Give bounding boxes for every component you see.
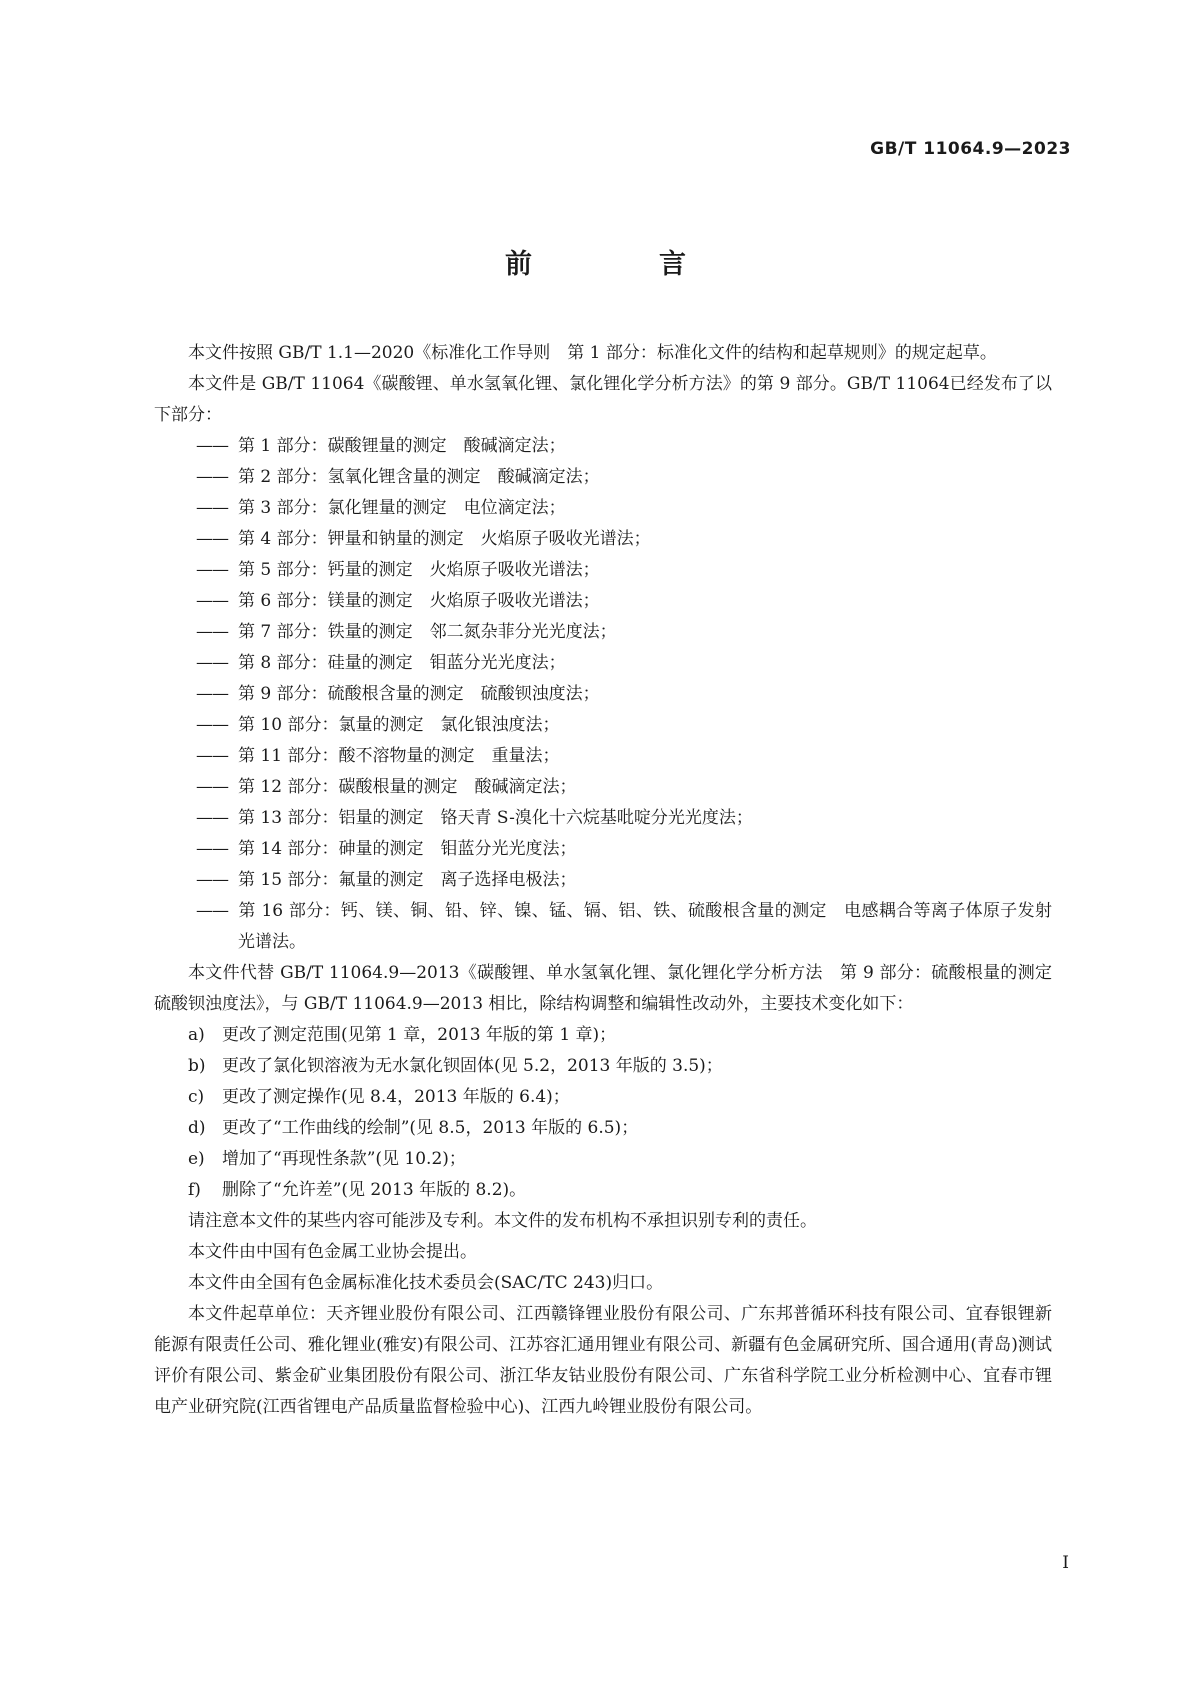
list-item — [154, 431, 1052, 462]
changes-list — [154, 1020, 1052, 1206]
list-item-text: 第 3 部分：氯化锂量的测定 电位滴定法； — [238, 498, 566, 518]
committee-paragraph: 本文件由全国有色金属标准化技术委员会(SAC/TC 243)归口。 — [188, 1273, 664, 1293]
document-body — [154, 338, 1069, 1423]
list-item — [154, 865, 1052, 896]
change-marker: f) — [188, 1180, 201, 1200]
intro-paragraph: 本文件是 GB/T 11064《碳酸锂、单水氢氧化锂、氯化锂化学分析方法》的第 9 部分。GB/T 11064已经发布了以下部分： — [154, 374, 1052, 425]
list-item-text: 第 1 部分：碳酸锂量的测定 酸碱滴定法； — [238, 436, 566, 456]
list-item — [154, 617, 1052, 648]
list-item — [154, 586, 1052, 617]
intro-paragraph: 本文件按照 GB/T 1.1—2020《标准化工作导则 第 1 部分：标准化文件的结构和起草规则》的规定起草。 — [188, 343, 997, 363]
list-item — [154, 493, 1052, 524]
list-item-text: 第 7 部分：铁量的测定 邻二氮杂菲分光光度法； — [238, 622, 617, 642]
parts-list — [154, 431, 1052, 958]
dash-marker: —— — [196, 529, 228, 549]
list-item-text: 第 14 部分：砷量的测定 钼蓝分光光度法； — [238, 839, 577, 859]
dash-marker: —— — [196, 808, 228, 828]
dash-marker: —— — [196, 715, 228, 735]
list-item-text: 第 8 部分：硅量的测定 钼蓝分光光度法； — [238, 653, 566, 673]
list-item-text: 第 13 部分：铝量的测定 铬天青 S-溴化十六烷基吡啶分光光度法； — [238, 808, 753, 828]
change-text: 更改了氯化钡溶液为无水氯化钡固体(见 5.2，2013 年版的 3.5)； — [222, 1056, 723, 1076]
dash-marker: —— — [196, 746, 228, 766]
list-item — [154, 462, 1052, 493]
change-marker: c) — [188, 1087, 205, 1107]
page-title: 前 言 — [505, 249, 736, 280]
list-item — [154, 648, 1052, 679]
proposer-paragraph: 本文件由中国有色金属工业协会提出。 — [188, 1242, 477, 1262]
change-item — [154, 1113, 1052, 1144]
list-item-text: 第 16 部分：钙、镁、铜、铅、锌、镍、锰、镉、铝、铁、硫酸根含量的测定 电感耦合等离子体原子发射光谱法。 — [238, 901, 1052, 952]
list-item-text: 第 5 部分：钙量的测定 火焰原子吸收光谱法； — [238, 560, 600, 580]
change-item — [154, 1051, 1052, 1082]
drafters-paragraph: 本文件起草单位：天齐锂业股份有限公司、江西赣锋锂业股份有限公司、广东邦普循环科技有限公司、宜春银锂新能源有限责任公司、雅化锂业(雅安)有限公司、江苏容汇通用锂业有限公司、新疆有色金属研究所、国合通用(青岛)测试评价有限公司、紫金矿业集团股份有限公司、浙江华友钴业股份有限公司、广东省科学院工业分析检测中心、宜春市锂电产业研究院(江西省锂电产品质量监督检验中心)、江西九岭锂业股份有限公司。 — [154, 1304, 1052, 1417]
list-item — [154, 710, 1052, 741]
dash-marker: —— — [196, 777, 228, 797]
change-item — [154, 1082, 1052, 1113]
list-item — [154, 803, 1052, 834]
list-item-text: 第 12 部分：碳酸根量的测定 酸碱滴定法； — [238, 777, 577, 797]
list-item — [154, 555, 1052, 586]
standard-code: GB/T 11064.9—2023 — [870, 139, 1071, 159]
replacement-paragraph: 本文件代替 GB/T 11064.9—2013《碳酸锂、单水氢氧化锂、氯化锂化学分析方法 第 9 部分：硫酸根量的测定 硫酸钡浊度法》，与 GB/T 11064.9—2013 相比，除结构调整和编辑性改动外，主要技术变化如下： — [154, 963, 1069, 1014]
dash-marker: —— — [196, 436, 228, 456]
dash-marker: —— — [196, 901, 228, 921]
change-marker: d) — [188, 1118, 206, 1138]
page-number: Ⅰ — [1062, 1553, 1069, 1573]
change-item — [154, 1175, 1052, 1206]
change-text: 增加了“再现性条款”(见 10.2)； — [222, 1149, 466, 1169]
dash-marker: —— — [196, 560, 228, 580]
patent-notice: 请注意本文件的某些内容可能涉及专利。本文件的发布机构不承担识别专利的责任。 — [188, 1211, 817, 1231]
list-item-text: 第 11 部分：酸不溶物量的测定 重量法； — [238, 746, 560, 766]
list-item — [154, 772, 1052, 803]
list-item-text: 第 10 部分：氯量的测定 氯化银浊度法； — [238, 715, 560, 735]
change-marker: e) — [188, 1149, 205, 1169]
list-item-text: 第 4 部分：钾量和钠量的测定 火焰原子吸收光谱法； — [238, 529, 651, 549]
list-item — [154, 524, 1052, 555]
change-marker: b) — [188, 1056, 206, 1076]
change-text: 更改了“工作曲线的绘制”(见 8.5，2013 年版的 6.5)； — [222, 1118, 639, 1138]
dash-marker: —— — [196, 467, 228, 487]
change-marker: a) — [188, 1025, 205, 1045]
change-text: 删除了“允许差”(见 2013 年版的 8.2)。 — [222, 1180, 527, 1200]
change-text: 更改了测定操作(见 8.4，2013 年版的 6.4)； — [222, 1087, 570, 1107]
change-item — [154, 1020, 1052, 1051]
list-item — [154, 741, 1052, 772]
list-item-text: 第 2 部分：氢氧化锂含量的测定 酸碱滴定法； — [238, 467, 600, 487]
list-item — [154, 679, 1052, 710]
dash-marker: —— — [196, 653, 228, 673]
dash-marker: —— — [196, 839, 228, 859]
list-item-text: 第 6 部分：镁量的测定 火焰原子吸收光谱法； — [238, 591, 600, 611]
list-item-text: 第 9 部分：硫酸根含量的测定 硫酸钡浊度法； — [238, 684, 600, 704]
change-item — [154, 1144, 1052, 1175]
list-item-text: 第 15 部分：氟量的测定 离子选择电极法； — [238, 870, 577, 890]
dash-marker: —— — [196, 622, 228, 642]
dash-marker: —— — [196, 591, 228, 611]
dash-marker: —— — [196, 684, 228, 704]
dash-marker: —— — [196, 498, 228, 518]
list-item — [154, 834, 1052, 865]
change-text: 更改了测定范围(见第 1 章，2013 年版的第 1 章)； — [222, 1025, 617, 1045]
list-item — [154, 896, 1052, 958]
dash-marker: —— — [196, 870, 228, 890]
